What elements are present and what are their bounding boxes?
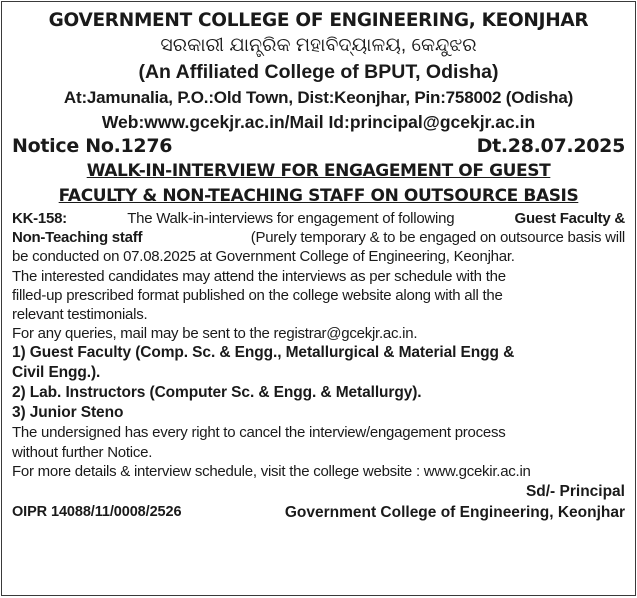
signature-sd: Sd/- Principal (525, 483, 625, 501)
notice-body (12, 209, 625, 343)
post-item-3: 3) Junior Steno (12, 404, 124, 422)
body-emphasis: Guest Faculty & (514, 210, 625, 227)
body-line: The interested candidates may attend the interviews as per schedule with the (12, 267, 506, 285)
closing-website-line: For more details & interview schedule, visit the college website : www.gcekir.ac.in (12, 462, 531, 480)
notice-page (1, 1, 636, 596)
body-text: The Walk-in-interviews for engagement of following (127, 210, 455, 227)
heading-line-1: WALK-IN-INTERVIEW FOR ENGAGEMENT OF GUEST (86, 161, 551, 181)
heading-line-2: FACULTY & NON-TEACHING STAFF ON OUTSOURCE BASIS (58, 186, 579, 206)
body-line (12, 209, 625, 228)
college-name-odia: ସରକାରୀ ଯାନ୍ତ୍ରିକ ମହାବିଦ୍ୟାଳୟ, କେନ୍ଦୁଝର (160, 35, 477, 56)
body-line: be conducted on 07.08.2025 at Government College of Engineering, Keonjhar. (12, 248, 515, 266)
closing-line: without further Notice. (12, 443, 153, 461)
body-line: filled-up prescribed format published on the college website along with all the (12, 286, 503, 304)
body-line (12, 228, 625, 247)
address: At:Jamunalia, P.O.:Old Town, Dist:Keonjhar, Pin:758002 (Odisha) (63, 88, 574, 107)
post-item-1-line-2: Civil Engg.). (12, 364, 101, 382)
signatory-organisation: Government College of Engineering, Keonjhar (284, 504, 625, 522)
notice-ref-code: KK-158: (12, 210, 67, 227)
queries-line: For any queries, mail may be sent to the registrar@gcekjr.ac.in. (12, 325, 418, 343)
post-item-1-line-1: 1) Guest Faculty (Comp. Sc. & Engg., Metallurgical & Material Engg & (12, 344, 515, 362)
notice-date: Dt.28.07.2025 (476, 135, 625, 157)
web-mail: Web:www.gcekjr.ac.in/Mail Id:principal@gcekjr.ac.in (101, 112, 536, 132)
body-emphasis: Non-Teaching staff (12, 229, 143, 247)
affiliation: (An Affiliated College of BPUT, Odisha) (138, 61, 499, 83)
body-line: relevant testimonials. (12, 306, 148, 324)
body-text: (Purely temporary & to be engaged on outsource basis will (250, 229, 625, 247)
post-list (12, 343, 625, 423)
post-item-2: 2) Lab. Instructors (Computer Sc. & Engg. & Metallurgy). (12, 384, 422, 402)
college-name: GOVERNMENT COLLEGE OF ENGINEERING, KEONJHAR (48, 10, 589, 31)
notice-row (12, 134, 625, 159)
signature-row (12, 502, 625, 523)
closing-line: The undersigned has every right to cancel the interview/engagement process (12, 424, 506, 442)
oipr-reference: OIPR 14088/11/0008/2526 (12, 504, 182, 521)
notice-number: Notice No.1276 (12, 135, 173, 157)
closing-text (12, 423, 625, 481)
